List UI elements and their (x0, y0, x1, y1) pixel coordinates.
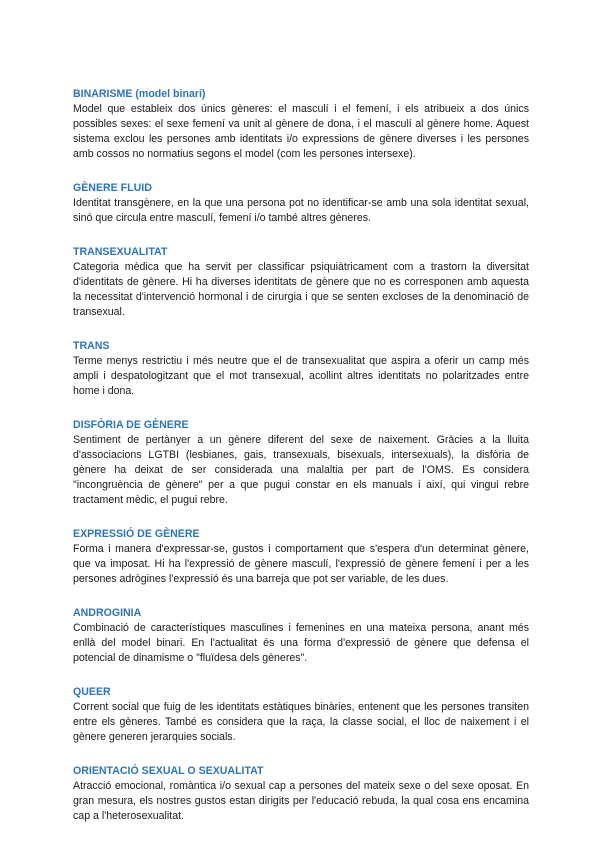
entry-term: TRANSEXUALITAT (73, 246, 168, 258)
glossary-entry-expressio (73, 527, 529, 587)
glossary-entry-androginia (73, 606, 529, 666)
glossary-entry-binarisme (73, 87, 529, 162)
entry-definition: Combinació de característiques masculines i femenines en una mateixa persona, anant més enllà del model binari. En l'actualitat és una forma d'expressió de gènere que defensa el potencial de dinamisme o "fluïdesa dels gèneres". (73, 622, 529, 664)
glossary-entry-trans (73, 339, 529, 399)
glossary-entry-disforia (73, 418, 529, 508)
entry-definition: Forma i manera d'expressar-se, gustos i comportament que s'espera d'un determinat gènere, que va imposat. Hi ha l'expressió de gènere masculí, l'expressió de gènere femení i per a les persones adrògines l'expressió és una barreja que pot ser variable, de les dues. (73, 543, 529, 585)
glossary-entry-genere-fluid (73, 181, 529, 226)
glossary-entry-orientacio (73, 764, 529, 824)
entry-definition: Terme menys restrictiu i més neutre que el de transexualitat que aspira a oferir un camp més ampli i despatologitzant que el mot transexual, acollint altres identitats no polaritzades entre home i dona. (73, 355, 529, 397)
entry-term: ORIENTACIÓ SEXUAL O SEXUALITAT (73, 765, 264, 777)
entry-definition: Identitat transgènere, en la que una persona pot no identificar-se amb una sola identitat sexual, sinó que circula entre masculí, femení i/o també altres gèneres. (73, 197, 529, 224)
entry-definition: Atracció emocional, romàntica i/o sexual cap a persones del mateix sexe o del sexe oposat. En gran mesura, els nostres gustos estan dirigits per l'educació rebuda, la qual cosa ens encamina cap a l'heterosexualitat. (73, 780, 529, 822)
entry-term: EXPRESSIÓ DE GÈNERE (73, 528, 200, 540)
entry-term: ANDROGINIA (73, 607, 142, 619)
entry-term: TRANS (73, 340, 110, 352)
entry-definition: Sentiment de pertànyer a un gènere diferent del sexe de naixement. Gràcies a la lluita d'associacions LGTBI (lesbianes, gais, transexuals, bisexuals, intersexuals), la disfòria de gènere ha deixat de ser considerada una malaltia per part de l'OMS. Es considera "incongruència de gènere" per a que pugui constar en els manuals i així, qui vingui rebre tractament mèdic, el pugui rebre. (73, 434, 529, 506)
entry-definition: Categoria mèdica que ha servit per classificar psiquiàtricament com a trastorn la diversitat d'identitats de gènere. Hi ha diverses identitats de gènere que no es corresponen amb aquesta la necessitat d'intervenció hormonal i de cirurgia i que se senten excloses de la denominació de transexual. (73, 261, 529, 318)
entry-term: GÈNERE FLUID (73, 182, 152, 194)
entry-definition: Corrent social que fuig de les identitats estàtiques binàries, entenent que les persones transiten entre els gèneres. També es considera que la raça, la classe social, el lloc de naixement i el gènere generen jerarquies socials. (73, 701, 529, 743)
glossary-entry-queer (73, 685, 529, 745)
entry-term: DISFÒRIA DE GÈNERE (73, 419, 189, 431)
glossary-entry-transexualitat (73, 245, 529, 320)
entry-definition: Model que estableix dos únics gèneres: el masculí i el femení, i els atribueix a dos únics possibles sexes: el sexe femení va unit al gènere de dona, i el masculí al gènere home. Aquest sistema exclou les persones amb identitats i/o expressions de gènere diverses i les persones amb cossos no normatius segons el model (com les persones intersexe). (73, 103, 529, 160)
entry-term: BINARISME (model binari) (73, 88, 206, 100)
glossary (73, 87, 529, 843)
entry-term: QUEER (73, 686, 111, 698)
